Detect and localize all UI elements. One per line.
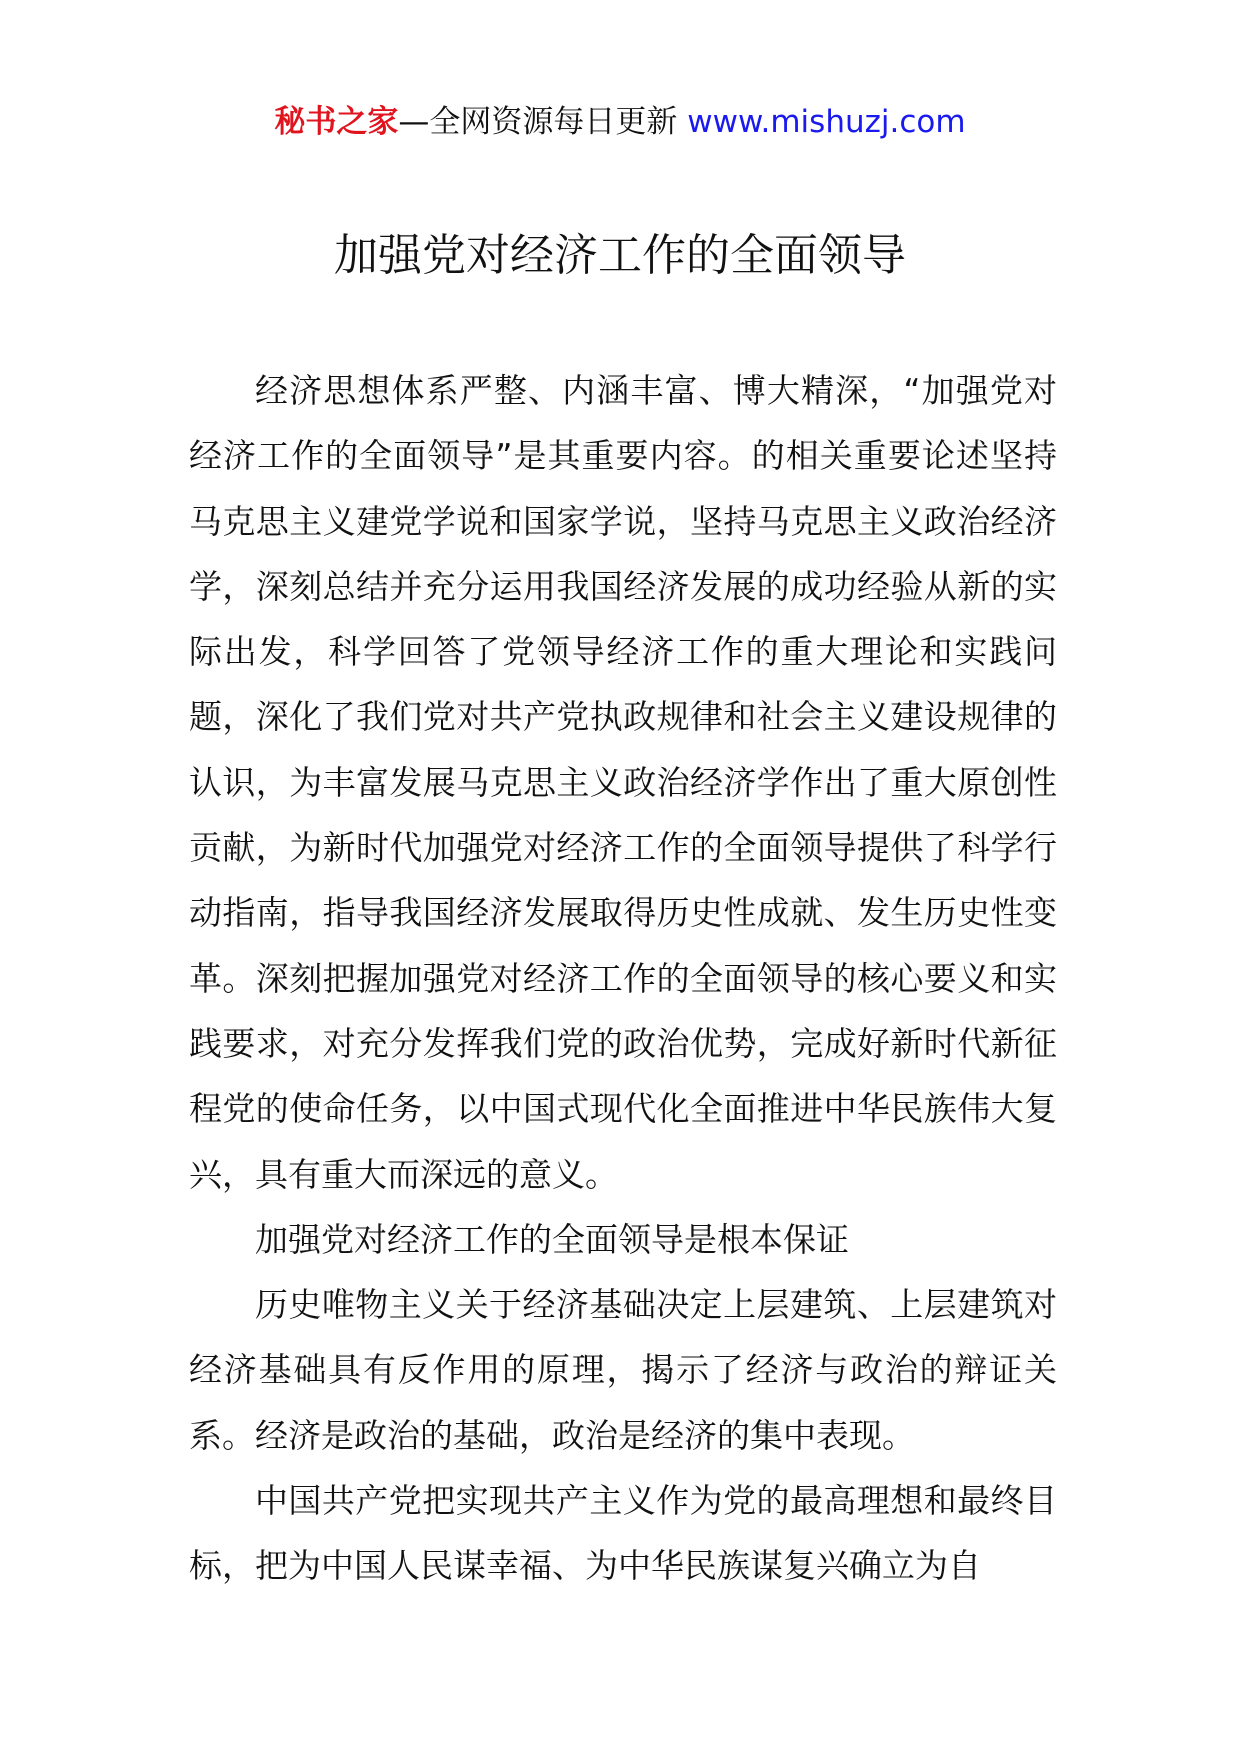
paragraph-cpc-goal: 中国共产党把实现共产主义作为党的最高理想和最终目标，把为中国人民谋幸福、为中华民族谋复兴确立为自 [189, 1481, 1057, 1586]
paragraph-intro: 经济思想体系严整、内涵丰富、博大精深，“加强党对经济工作的全面领导”是其重要内容。的相关重要论述坚持马克思主义建党学说和国家学说，坚持马克思主义政治经济学，深刻总结并充分运用我国经济发展的成功经验从新的实际出发，科学回答了党领导经济工作的重大理论和实践问题，深化了我们党对共产党执政规律和社会主义建设规律的认识，为丰富发展马克思主义政治经济学作出了重大原创性贡献，为新时代加强党对经济工作的全面领导提供了科学行动指南，指导我国经济发展取得历史性成就、发生历史性变革。深刻把握加强党对经济工作的全面领导的核心要义和实践要求，对充分发挥我们党的政治优势，完成好新时代新征程党的使命任务，以中国式现代化全面推进中华民族伟大复兴，具有重大而深远的意义。 [189, 371, 1057, 1194]
brand-name: 秘书之家 [274, 104, 399, 140]
document-body [189, 358, 1057, 1599]
paragraph-materialism: 历史唯物主义关于经济基础决定上层建筑、上层建筑对经济基础具有反作用的原理，揭示了经济与政治的辩证关系。经济是政治的基础，政治是经济的集中表现。 [189, 1285, 1057, 1455]
document-title: 加强党对经济工作的全面领导 [334, 230, 906, 281]
site-header [0, 100, 1240, 144]
section-heading: 加强党对经济工作的全面领导是根本保证 [255, 1219, 849, 1259]
site-tagline: —全网资源每日更新 [398, 104, 688, 140]
site-url-link[interactable]: www.mishuzj.com [687, 104, 966, 140]
